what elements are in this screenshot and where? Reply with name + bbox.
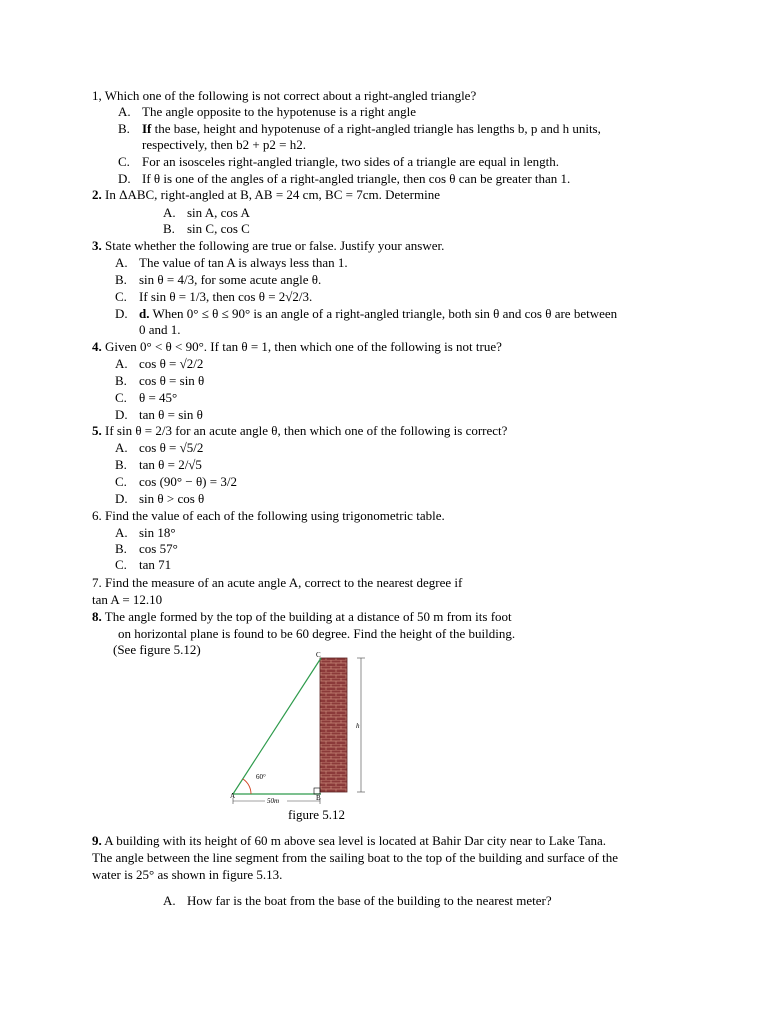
question-2-option-b: B. sin C, cos C	[163, 221, 250, 236]
question-5-option-c: C. cos (90° − θ) = 3/2	[115, 474, 237, 489]
question-8-stem: 8. The angle formed by the top of the building at a distance of 50 m from its foot	[92, 609, 512, 624]
base-label: 50m	[267, 797, 280, 805]
building-figure	[228, 648, 378, 808]
question-2-stem: 2. In ΔABC, right-angled at B, AB = 24 cm, BC = 7cm. Determine	[92, 187, 440, 202]
question-5-stem: 5. If sin θ = 2/3 for an acute angle θ, then which one of the following is correct?	[92, 423, 508, 438]
question-3-stem: 3. State whether the following are true or false. Justify your answer.	[92, 238, 445, 253]
question-5-option-a: A. cos θ = √5/2	[115, 440, 204, 455]
question-6-stem: 6. Find the value of each of the following using trigonometric table.	[92, 508, 445, 523]
question-4-option-d: D. tan θ = sin θ	[115, 407, 203, 422]
question-6-option-a: A. sin 18°	[115, 525, 176, 540]
question-1-option-c: C. For an isosceles right-angled triangle, two sides of a triangle are equal in length.	[118, 154, 559, 169]
question-6-option-b: B. cos 57°	[115, 541, 178, 556]
question-1-option-d: D. If θ is one of the angles of a right-angled triangle, then cos θ can be greater than 1.	[118, 171, 571, 186]
question-8-line2: on horizontal plane is found to be 60 degree. Find the height of the building.	[118, 626, 516, 641]
label-c: C	[316, 651, 321, 659]
question-9-line2: The angle between the line segment from the sailing boat to the top of the building and surface of the	[92, 850, 618, 865]
question-2-option-a: A. sin A, cos A	[163, 205, 250, 220]
question-9-line3: water is 25° as shown in figure 5.13.	[92, 867, 283, 882]
question-3-option-a: A. The value of tan A is always less than 1.	[115, 255, 348, 270]
question-4-option-a: A. cos θ = √2/2	[115, 356, 204, 371]
question-3-option-d-cont: 0 and 1.	[139, 322, 181, 337]
question-5-option-d: D. sin θ > cos θ	[115, 491, 205, 506]
question-1-option-b: B. If the base, height and hypotenuse of a right-angled triangle has lengths b, p and h units,	[118, 121, 601, 136]
question-3-option-b: B. sin θ = 4/3, for some acute angle θ.	[115, 272, 322, 287]
question-9-line1: 9. A building with its height of 60 m above sea level is located at Bahir Dar city near to Lake Tana.	[92, 833, 607, 848]
question-7-stem: 7. Find the measure of an acute angle A, correct to the nearest degree if	[92, 575, 463, 590]
question-6-option-c: C. tan 71	[115, 557, 172, 572]
question-9-option-a: A. How far is the boat from the base of the building to the nearest meter?	[163, 893, 552, 908]
label-h: h	[356, 722, 360, 730]
question-8-line3: (See figure 5.12)	[113, 642, 201, 657]
building-wall	[320, 658, 347, 792]
question-7-line2: tan A = 12.10	[92, 592, 163, 607]
figure-caption: figure 5.12	[288, 807, 346, 822]
question-4-option-c: C. θ = 45°	[115, 390, 178, 405]
question-1-option-a: A. The angle opposite to the hypotenuse is a right angle	[118, 104, 417, 119]
question-4-option-b: B. cos θ = sin θ	[115, 373, 205, 388]
label-a: A	[230, 792, 236, 800]
question-3-option-d: D. d. When 0° ≤ θ ≤ 90° is an angle of a right-angled triangle, both sin θ and cos θ are between	[115, 306, 618, 321]
question-1-stem: 1, Which one of the following is not correct about a right-angled triangle?	[92, 88, 477, 103]
question-1-option-b-cont: respectively, then b2 + p2 = h2.	[142, 137, 307, 152]
question-5-option-b: B. tan θ = 2/√5	[115, 457, 202, 472]
line-of-sight	[233, 658, 321, 794]
angle-label: 60°	[256, 773, 266, 781]
angle-arc	[243, 779, 251, 794]
question-4-stem: 4. Given 0° < θ < 90°. If tan θ = 1, then which one of the following is not true?	[92, 339, 502, 354]
label-b: B	[316, 794, 321, 802]
question-3-option-c: C. If sin θ = 1/3, then cos θ = 2√2/3.	[115, 289, 313, 304]
